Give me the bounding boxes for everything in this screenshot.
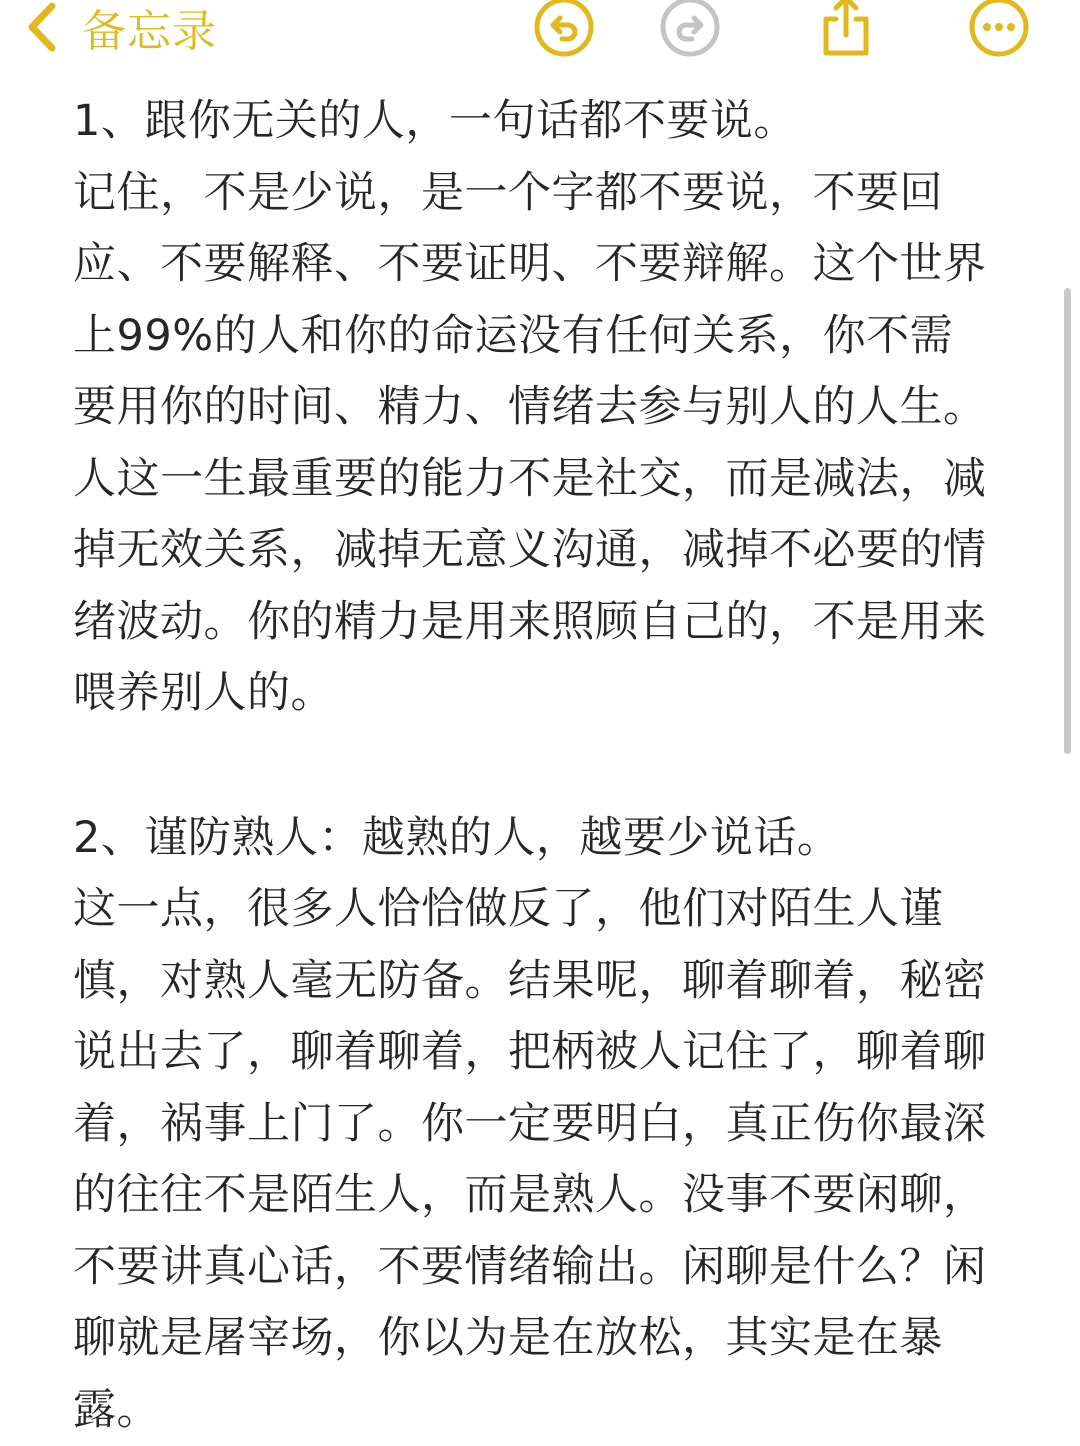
share-icon xyxy=(814,0,878,59)
section-1-body: 记住，不是少说，是一个字都不要说，不要回应、不要解释、不要证明、不要辩解。这个世界上99%的人和你的命运没有任何关系，你不需要用你的时间、精力、情绪去参与别人的人生。人这一生最重要的能力不是社交，而是减法，减掉无效关系，减掉无意义沟通，减掉不必要的情绪波动。你的精力是用来照顾自己的，不是用来喂养别人的。 xyxy=(73,167,987,718)
scrollbar[interactable] xyxy=(1064,288,1071,754)
back-button[interactable] xyxy=(22,0,217,62)
section-1-heading: 1、跟你无关的人，一句话都不要说。 xyxy=(73,96,797,146)
more-icon xyxy=(967,0,1031,59)
redo-icon xyxy=(658,0,722,59)
undo-button[interactable] xyxy=(529,0,599,62)
redo-button[interactable] xyxy=(655,0,725,62)
paragraph-spacer xyxy=(73,730,988,803)
share-button[interactable] xyxy=(811,0,881,62)
section-2-heading: 2、谨防熟人：越熟的人，越要少说话。 xyxy=(73,812,841,863)
chevron-left-icon xyxy=(22,0,62,54)
back-label: 备忘录 xyxy=(82,6,217,57)
note-body[interactable] xyxy=(73,86,988,1446)
more-button[interactable] xyxy=(964,0,1034,62)
navigation-bar xyxy=(0,0,1080,60)
undo-icon xyxy=(532,0,596,59)
section-2-body: 这一点，很多人恰恰做反了，他们对陌生人谨慎，对熟人毫无防备。结果呢，聊着聊着，秘密说出去了，聊着聊着，把柄被人记住了，聊着聊着，祸事上门了。你一定要明白，真正伤你最深的往往不是陌生人，而是熟人。没事不要闲聊，不要讲真心话，不要情绪输出。闲聊是什么？闲聊就是屠宰场，你以为是在放松，其实是在暴露。 xyxy=(73,884,987,1435)
